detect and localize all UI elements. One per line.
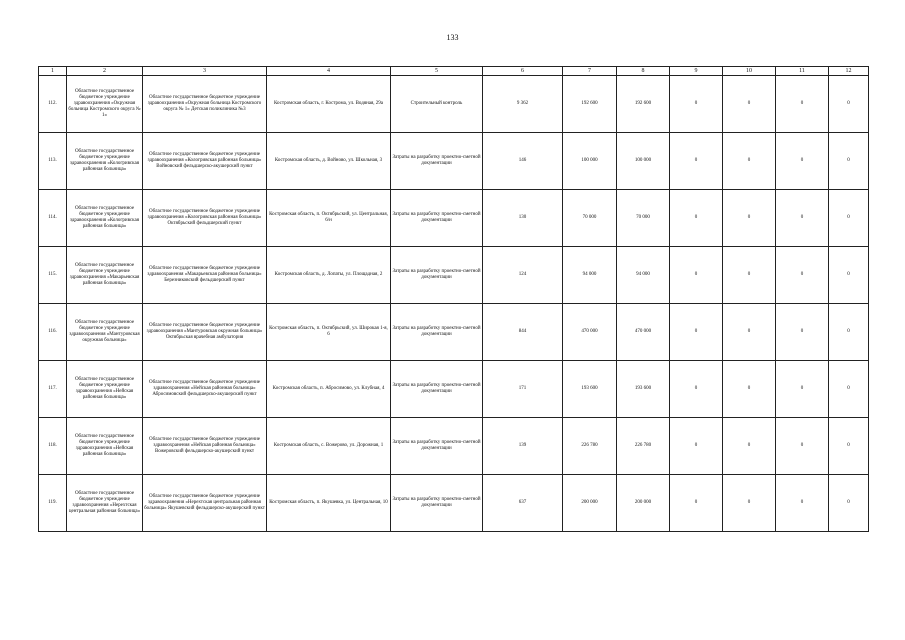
value-cell-12: 0 (829, 475, 869, 532)
object-name-cell: Областное государственное бюджетное учреждение здравоохранения «Нейская районная больница» Вожеровский фельдшерско-акушерский пункт (143, 418, 267, 475)
value-cell-10: 0 (723, 361, 776, 418)
work-type-cell: Затраты на разработку проектно-сметной документации (391, 475, 483, 532)
object-name-cell: Областное государственное бюджетное учреждение здравоохранения «Мантуровская окружная больница» Октябрьская врачебная амбулатория (143, 304, 267, 361)
column-number-row (39, 67, 869, 76)
object-name-cell: Областное государственное бюджетное учреждение здравоохранения «Нерехтская центральная районная больница» Якушевский фельдшерско-акушерский пункт (143, 475, 267, 532)
value-cell-6: 130 (483, 190, 563, 247)
value-cell-8: 193 600 (617, 361, 670, 418)
work-type-cell: Затраты на разработку проектно-сметной документации (391, 247, 483, 304)
value-cell-6: 637 (483, 475, 563, 532)
value-cell-11: 0 (776, 190, 829, 247)
organization-cell: Областное государственное бюджетное учреждение здравоохранения «Мантуровская окружная больница» (67, 304, 143, 361)
value-cell-9: 0 (670, 361, 723, 418)
column-number: 1 (39, 67, 67, 76)
work-type-cell: Затраты на разработку проектно-сметной документации (391, 190, 483, 247)
value-cell-7: 70 000 (563, 190, 617, 247)
value-cell-12: 0 (829, 304, 869, 361)
work-type-cell: Затраты на разработку проектно-сметной документации (391, 304, 483, 361)
address-cell: Костромская область, г. Кострома, ул. Водяная, 29а (267, 76, 391, 133)
table-row (39, 190, 869, 247)
value-cell-12: 0 (829, 418, 869, 475)
value-cell-9: 0 (670, 76, 723, 133)
value-cell-8: 226 780 (617, 418, 670, 475)
object-name-cell: Областное государственное бюджетное учреждение здравоохранения «Кологривская районная больница» Октябрьский фельдшерский пункт (143, 190, 267, 247)
value-cell-8: 100 000 (617, 133, 670, 190)
value-cell-11: 0 (776, 361, 829, 418)
object-name-cell: Областное государственное бюджетное учреждение здравоохранения «Окружная больница Костромского округа № 1» Детская поликлиника №3 (143, 76, 267, 133)
value-cell-10: 0 (723, 418, 776, 475)
value-cell-6: 171 (483, 361, 563, 418)
address-cell: Костромская область, п. Октябрьский, ул. Широкая 1-я, 6 (267, 304, 391, 361)
column-number: 3 (143, 67, 267, 76)
row-number-cell: 113. (39, 133, 67, 190)
address-cell: Костромская область, с. Вожерово, ул. Дорожная, 1 (267, 418, 391, 475)
value-cell-6: 146 (483, 133, 563, 190)
address-cell: Костромская область, п. Якушевка, ул. Центральная, 10 (267, 475, 391, 532)
value-cell-7: 192 600 (563, 76, 617, 133)
value-cell-9: 0 (670, 133, 723, 190)
column-number: 4 (267, 67, 391, 76)
table-row (39, 475, 869, 532)
organization-cell: Областное государственное бюджетное учреждение здравоохранения «Кологривская районная больница» (67, 190, 143, 247)
column-number: 9 (670, 67, 723, 76)
value-cell-9: 0 (670, 418, 723, 475)
value-cell-6: 139 (483, 418, 563, 475)
work-type-cell: Затраты на разработку проектно-сметной документации (391, 418, 483, 475)
value-cell-8: 470 000 (617, 304, 670, 361)
organization-cell: Областное государственное бюджетное учреждение здравоохранения «Макарьевская районная больница» (67, 247, 143, 304)
address-cell: Костромская область, п. Абросимово, ул. Клубная, 4 (267, 361, 391, 418)
object-name-cell: Областное государственное бюджетное учреждение здравоохранения «Нейская районная больница» Абросимовский фельдшерско-акушерский пункт (143, 361, 267, 418)
value-cell-10: 0 (723, 133, 776, 190)
value-cell-7: 470 000 (563, 304, 617, 361)
address-cell: Костромская область, д. Лопаты, ул. Площадная, 2 (267, 247, 391, 304)
value-cell-11: 0 (776, 475, 829, 532)
column-number: 5 (391, 67, 483, 76)
organization-cell: Областное государственное бюджетное учреждение здравоохранения «Нейская районная больница» (67, 361, 143, 418)
value-cell-6: 844 (483, 304, 563, 361)
organization-cell: Областное государственное бюджетное учреждение здравоохранения «Кологривская районная больница» (67, 133, 143, 190)
organization-cell: Областное государственное бюджетное учреждение здравоохранения «Окружная больница Костромского округа № 1» (67, 76, 143, 133)
row-number-cell: 114. (39, 190, 67, 247)
data-table (38, 66, 869, 532)
column-number: 8 (617, 67, 670, 76)
value-cell-8: 70 000 (617, 190, 670, 247)
address-cell: Костромская область, д. Войново, ул. Школьная, 3 (267, 133, 391, 190)
value-cell-9: 0 (670, 190, 723, 247)
value-cell-10: 0 (723, 247, 776, 304)
value-cell-6: 124 (483, 247, 563, 304)
object-name-cell: Областное государственное бюджетное учреждение здравоохранения «Макарьевская районная больница» Березниковский фельдшерский пункт (143, 247, 267, 304)
value-cell-8: 94 000 (617, 247, 670, 304)
organization-cell: Областное государственное бюджетное учреждение здравоохранения «Нейская районная больница» (67, 418, 143, 475)
column-number: 12 (829, 67, 869, 76)
value-cell-11: 0 (776, 418, 829, 475)
column-number: 11 (776, 67, 829, 76)
value-cell-12: 0 (829, 361, 869, 418)
table-row (39, 247, 869, 304)
value-cell-7: 94 000 (563, 247, 617, 304)
value-cell-9: 0 (670, 304, 723, 361)
row-number-cell: 112. (39, 76, 67, 133)
table-row (39, 304, 869, 361)
organization-cell: Областное государственное бюджетное учреждение здравоохранения «Нерехтская центральная районная больница» (67, 475, 143, 532)
row-number-cell: 115. (39, 247, 67, 304)
table-row (39, 76, 869, 133)
value-cell-11: 0 (776, 304, 829, 361)
value-cell-9: 0 (670, 247, 723, 304)
row-number-cell: 118. (39, 418, 67, 475)
column-number: 2 (67, 67, 143, 76)
value-cell-8: 192 600 (617, 76, 670, 133)
value-cell-10: 0 (723, 190, 776, 247)
value-cell-12: 0 (829, 76, 869, 133)
value-cell-7: 193 600 (563, 361, 617, 418)
value-cell-6: 9 362 (483, 76, 563, 133)
value-cell-7: 200 000 (563, 475, 617, 532)
value-cell-7: 226 780 (563, 418, 617, 475)
value-cell-12: 0 (829, 133, 869, 190)
column-number: 7 (563, 67, 617, 76)
row-number-cell: 119. (39, 475, 67, 532)
table-row (39, 361, 869, 418)
page-number: 133 (446, 33, 459, 42)
value-cell-8: 200 000 (617, 475, 670, 532)
value-cell-10: 0 (723, 475, 776, 532)
column-number: 10 (723, 67, 776, 76)
value-cell-12: 0 (829, 190, 869, 247)
table-row (39, 418, 869, 475)
work-type-cell: Затраты на разработку проектно-сметной документации (391, 133, 483, 190)
value-cell-10: 0 (723, 76, 776, 133)
value-cell-11: 0 (776, 247, 829, 304)
work-type-cell: Затраты на разработку проектно-сметной документации (391, 361, 483, 418)
object-name-cell: Областное государственное бюджетное учреждение здравоохранения «Кологривская районная больница» Войновский фельдшерско-акушерский пункт (143, 133, 267, 190)
value-cell-11: 0 (776, 133, 829, 190)
work-type-cell: Строительный контроль (391, 76, 483, 133)
value-cell-12: 0 (829, 247, 869, 304)
row-number-cell: 116. (39, 304, 67, 361)
address-cell: Костромская область, п. Октябрьский, ул. Центральная, 6/н (267, 190, 391, 247)
value-cell-7: 100 000 (563, 133, 617, 190)
row-number-cell: 117. (39, 361, 67, 418)
value-cell-9: 0 (670, 475, 723, 532)
table-row (39, 133, 869, 190)
value-cell-11: 0 (776, 76, 829, 133)
column-number: 6 (483, 67, 563, 76)
value-cell-10: 0 (723, 304, 776, 361)
